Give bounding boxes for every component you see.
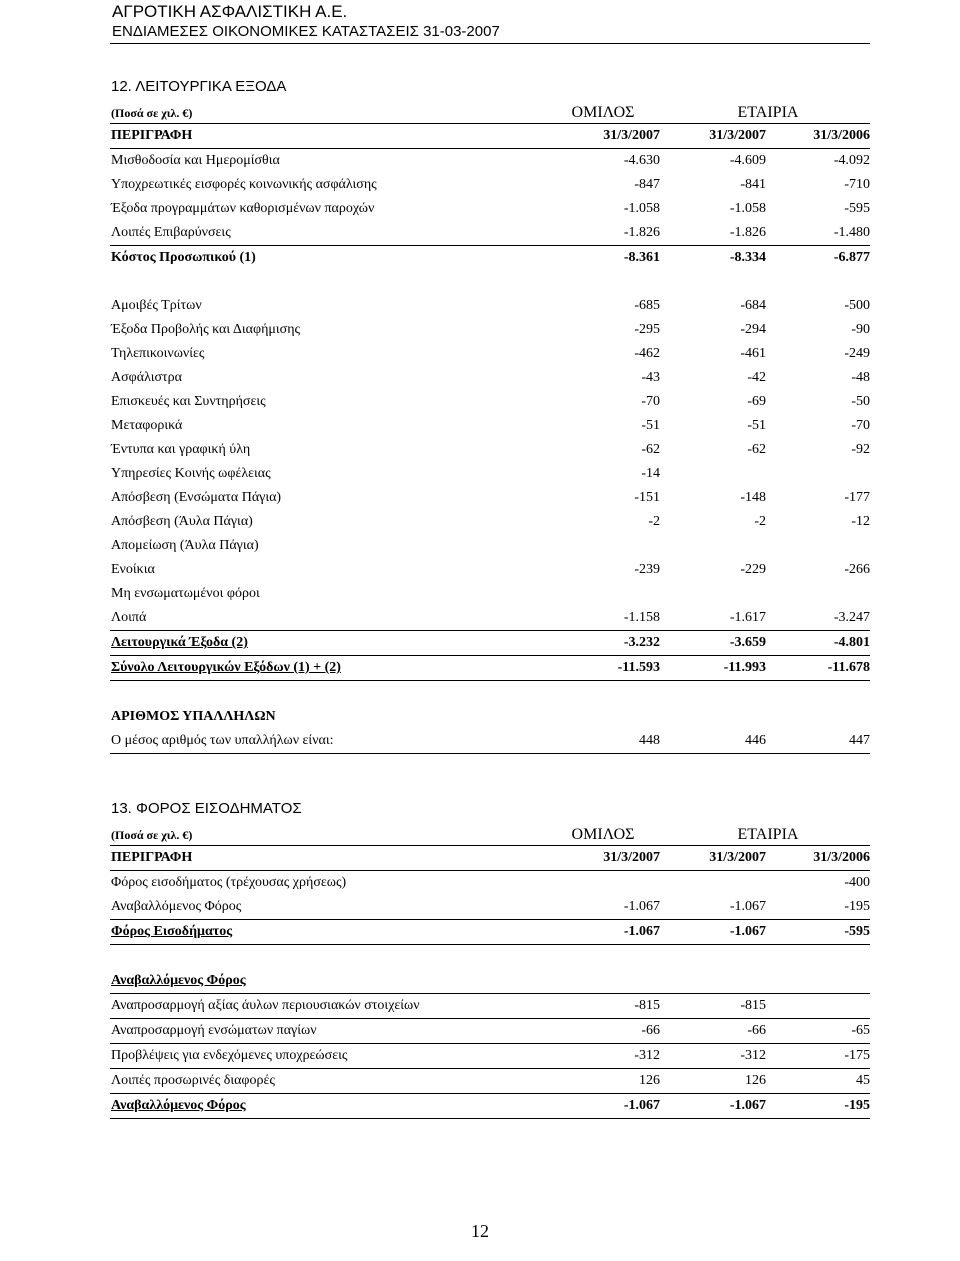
row-value-company-2006: -595: [844, 924, 870, 939]
row-value-company-2007: -1.067: [729, 1098, 766, 1113]
table-row: [110, 1044, 870, 1069]
row-value-group-2007: -51: [641, 418, 660, 433]
column-header-description: ΠΕΡΙΓΡΑΦΗ: [111, 850, 193, 865]
company-name: ΑΓΡΟΤΙΚΗ ΑΣΦΑΛΙΣΤΙΚΗ Α.Ε.: [112, 2, 348, 21]
row-value-company-2007: 126: [745, 1073, 766, 1088]
deferred-tax-total-row: [110, 1094, 870, 1119]
row-label: Ενοίκια: [111, 562, 155, 577]
row-value-company-2006: 447: [849, 733, 870, 748]
row-value-company-2006: -500: [844, 298, 870, 313]
row-value-company-2007: -229: [740, 562, 766, 577]
spacer: [110, 945, 870, 969]
row-label: Ασφάλιστρα: [111, 370, 182, 385]
row-label: Προβλέψεις για ενδεχόμενες υποχρεώσεις: [111, 1048, 348, 1063]
row-label: Επισκευές και Συντηρήσεις: [111, 394, 266, 409]
table-row: [110, 318, 870, 342]
row-value-company-2007: -66: [747, 1023, 766, 1038]
row-value-group-2007: -3.232: [623, 635, 660, 650]
deferred-tax-title: [110, 969, 870, 994]
row-value-group-2007: -66: [641, 1023, 660, 1038]
group-header: [110, 99, 870, 123]
row-value-group-2007: -43: [641, 370, 660, 385]
row-label: Υποχρεωτικές εισφορές κοινωνικής ασφάλισης: [111, 177, 377, 192]
row-value-group-2007: 448: [639, 733, 660, 748]
row-value-company-2006: -6.877: [833, 250, 870, 265]
column-header-row: [110, 845, 870, 871]
table-row: [110, 366, 870, 390]
row-label: Κόστος Προσωπικού (1): [111, 250, 256, 265]
page-number: 12: [471, 1221, 489, 1241]
row-value-group-2007: -239: [634, 562, 660, 577]
row-value-group-2007: -14: [641, 466, 660, 481]
row-value-company-2007: -8.334: [729, 250, 766, 265]
row-value-company-2006: -12: [851, 514, 870, 529]
row-value-company-2007: [660, 534, 766, 558]
row-label: Λοιπές προσωρινές διαφορές: [111, 1073, 275, 1088]
staff-cost-total-row: [110, 246, 870, 270]
row-label: Απομείωση (Άυλα Πάγια): [111, 538, 259, 553]
row-value-company-2007: -3.659: [729, 635, 766, 650]
row-value-group-2007: -4.630: [623, 153, 660, 168]
row-value-group-2007: [560, 534, 660, 558]
table-row: [110, 606, 870, 631]
row-value-company-2006: -4.092: [833, 153, 870, 168]
row-value-company-2007: -69: [747, 394, 766, 409]
row-label: Μεταφορικά: [111, 418, 183, 433]
row-label: Απόσβεση (Ενσώματα Πάγια): [111, 490, 282, 505]
row-value-group-2007: -685: [634, 298, 660, 313]
table-row: [110, 342, 870, 366]
column-header-description: ΠΕΡΙΓΡΑΦΗ: [111, 128, 193, 143]
row-label: Έξοδα προγραμμάτων καθορισμένων παροχών: [111, 201, 375, 216]
row-label: Υπηρεσίες Κοινής ωφέλειας: [111, 466, 271, 481]
row-value-company-2006: -11.678: [827, 660, 870, 675]
row-value-company-2006: -195: [844, 1098, 870, 1113]
row-value-company-2006: -400: [844, 875, 870, 890]
company-label: ΕΤΑΙΡΙΑ: [737, 826, 799, 843]
row-value-company-2006: -65: [851, 1023, 870, 1038]
row-value-company-2006: [766, 534, 870, 558]
column-header-group-2007: 31/3/2007: [603, 850, 660, 865]
employees-title: ΑΡΙΘΜΟΣ ΥΠΑΛΛΗΛΩΝ: [111, 709, 276, 724]
section-income-tax: [110, 797, 870, 1119]
row-label: Λοιπές Επιβαρύνσεις: [111, 225, 231, 240]
table-row: [110, 294, 870, 318]
table-row: [110, 534, 870, 558]
row-value-group-2007: -815: [634, 998, 660, 1013]
row-label: Φόρος Εισοδήματος: [111, 924, 233, 939]
currency-note: (Ποσά σε χιλ. €): [111, 828, 193, 842]
row-value-company-2007: [660, 462, 766, 486]
row-value-company-2006: -90: [851, 322, 870, 337]
row-value-group-2007: [560, 582, 660, 606]
row-value-group-2007: -312: [634, 1048, 660, 1063]
table-row: [110, 994, 870, 1019]
row-value-company-2007: -461: [740, 346, 766, 361]
row-value-group-2007: -2: [648, 514, 660, 529]
column-header-company-2006: 31/3/2006: [813, 128, 870, 143]
row-value-group-2007: -1.058: [623, 201, 660, 216]
document-header: [112, 0, 500, 41]
row-value-company-2007: -684: [740, 298, 766, 313]
row-value-company-2007: -1.067: [729, 899, 766, 914]
table-row: [110, 895, 870, 920]
row-value-group-2007: -62: [641, 442, 660, 457]
row-value-company-2006: [766, 462, 870, 486]
row-value-company-2006: -92: [851, 442, 870, 457]
row-value-group-2007: -847: [634, 177, 660, 192]
row-label: Μισθοδοσία και Ημερομίσθια: [111, 153, 280, 168]
row-value-group-2007: -1.067: [623, 924, 660, 939]
grand-total-row: [110, 656, 870, 681]
table-row: [110, 390, 870, 414]
row-value-company-2007: -11.993: [723, 660, 766, 675]
row-label: Αναπροσαρμογή αξίας άυλων περιουσιακών στοιχείων: [111, 998, 420, 1013]
table-row: [110, 438, 870, 462]
row-label: Τηλεπικοινωνίες: [111, 346, 205, 361]
spacer: [110, 270, 870, 294]
column-header-company-2006: 31/3/2006: [813, 850, 870, 865]
section-title: 12. ΛΕΙΤΟΥΡΓΙΚΑ ΕΞΟΔΑ: [111, 78, 287, 95]
row-value-group-2007: -1.067: [623, 1098, 660, 1113]
row-value-group-2007: -1.067: [623, 899, 660, 914]
row-value-company-2006: -4.801: [833, 635, 870, 650]
report-title: ΕΝΔΙΑΜΕΣΕΣ ΟΙΚΟΝΟΜΙΚΕΣ ΚΑΤΑΣΤΑΣΕΙΣ 31-03-2007: [112, 23, 500, 40]
row-value-company-2007: -148: [740, 490, 766, 505]
row-label: Ο μέσος αριθμός των υπαλλήλων είναι:: [111, 733, 334, 748]
row-value-company-2007: -62: [747, 442, 766, 457]
row-label: Μη ενσωματωμένοι φόροι: [111, 586, 260, 601]
row-label: Λοιπά: [111, 610, 147, 625]
currency-note: (Ποσά σε χιλ. €): [111, 106, 193, 120]
row-value-company-2006: -710: [844, 177, 870, 192]
column-header-company-2007: 31/3/2007: [709, 850, 766, 865]
row-value-company-2006: -177: [844, 490, 870, 505]
row-value-group-2007: -70: [641, 394, 660, 409]
row-value-group-2007: -295: [634, 322, 660, 337]
table-row: [110, 173, 870, 197]
table-row: [110, 1069, 870, 1094]
row-label: Έξοδα Προβολής και Διαφήμισης: [111, 322, 301, 337]
row-value-company-2007: -51: [747, 418, 766, 433]
row-label: Αναβαλλόμενος Φόρος: [111, 1098, 246, 1113]
row-label: Απόσβεση (Άυλα Πάγια): [111, 514, 253, 529]
section-title: 13. ΦΟΡΟΣ ΕΙΣΟΔΗΜΑΤΟΣ: [111, 800, 302, 817]
row-value-group-2007: -11.593: [617, 660, 660, 675]
row-value-company-2007: -1.058: [729, 201, 766, 216]
section-operating-expenses: [110, 75, 870, 754]
row-value-company-2006: -50: [851, 394, 870, 409]
row-value-company-2007: -841: [740, 177, 766, 192]
spacer: [110, 681, 870, 705]
row-value-company-2007: -4.609: [729, 153, 766, 168]
row-label: Αμοιβές Τρίτων: [111, 298, 202, 313]
operating-expenses-total-row: [110, 631, 870, 656]
row-value-company-2007: -815: [740, 998, 766, 1013]
row-value-company-2006: -1.480: [833, 225, 870, 240]
row-value-company-2007: [660, 582, 766, 606]
column-header-group-2007: 31/3/2007: [603, 128, 660, 143]
row-label: Αναβαλλόμενος Φόρος: [111, 899, 242, 914]
income-tax-total-row: [110, 920, 870, 945]
row-value-company-2006: -266: [844, 562, 870, 577]
row-value-company-2007: [660, 871, 766, 895]
row-value-company-2006: -48: [851, 370, 870, 385]
table-row: [110, 582, 870, 606]
row-value-group-2007: -1.158: [623, 610, 660, 625]
row-value-group-2007: -462: [634, 346, 660, 361]
row-value-company-2007: -1.067: [729, 924, 766, 939]
table-row: [110, 462, 870, 486]
employees-row: [110, 729, 870, 754]
row-value-company-2006: [766, 994, 870, 1018]
table-row: [110, 871, 870, 895]
table-row: [110, 221, 870, 246]
table-row: [110, 510, 870, 534]
table-row: [110, 197, 870, 221]
row-value-group-2007: -151: [634, 490, 660, 505]
row-value-company-2006: -3.247: [833, 610, 870, 625]
row-value-company-2006: [766, 582, 870, 606]
row-value-company-2007: -312: [740, 1048, 766, 1063]
group-label: ΟΜΙΛΟΣ: [571, 104, 635, 121]
row-value-company-2006: -249: [844, 346, 870, 361]
row-value-company-2006: -595: [844, 201, 870, 216]
row-value-company-2007: -294: [740, 322, 766, 337]
row-value-group-2007: [560, 871, 660, 895]
column-header-row: [110, 123, 870, 149]
table-row: [110, 486, 870, 510]
row-value-company-2006: 45: [856, 1073, 870, 1088]
row-label: Έντυπα και γραφική ύλη: [111, 442, 251, 457]
row-label: Σύνολο Λειτουργικών Εξόδων (1) + (2): [111, 660, 341, 675]
row-value-group-2007: -1.826: [623, 225, 660, 240]
row-value-company-2007: -2: [754, 514, 766, 529]
row-value-company-2007: -42: [747, 370, 766, 385]
row-value-company-2006: -70: [851, 418, 870, 433]
table-row: [110, 1019, 870, 1044]
row-value-group-2007: 126: [639, 1073, 660, 1088]
company-label: ΕΤΑΙΡΙΑ: [737, 104, 799, 121]
row-value-company-2006: -195: [844, 899, 870, 914]
header-rule: [110, 43, 870, 44]
row-value-company-2007: -1.826: [729, 225, 766, 240]
row-label: Αναβαλλόμενος Φόρος: [111, 973, 246, 988]
table-row: [110, 414, 870, 438]
group-header: [110, 821, 870, 845]
column-header-company-2007: 31/3/2007: [709, 128, 766, 143]
row-value-group-2007: -8.361: [623, 250, 660, 265]
row-label: Λειτουργικά Έξοδα (2): [111, 635, 248, 650]
row-value-company-2006: -175: [844, 1048, 870, 1063]
row-value-company-2007: 446: [745, 733, 766, 748]
row-label: Αναπροσαρμογή ενσώματων παγίων: [111, 1023, 317, 1038]
table-row: [110, 558, 870, 582]
group-label: ΟΜΙΛΟΣ: [571, 826, 635, 843]
row-label: Φόρος εισοδήματος (τρέχουσας χρήσεως): [111, 875, 347, 890]
table-row: [110, 149, 870, 173]
row-value-company-2007: -1.617: [729, 610, 766, 625]
